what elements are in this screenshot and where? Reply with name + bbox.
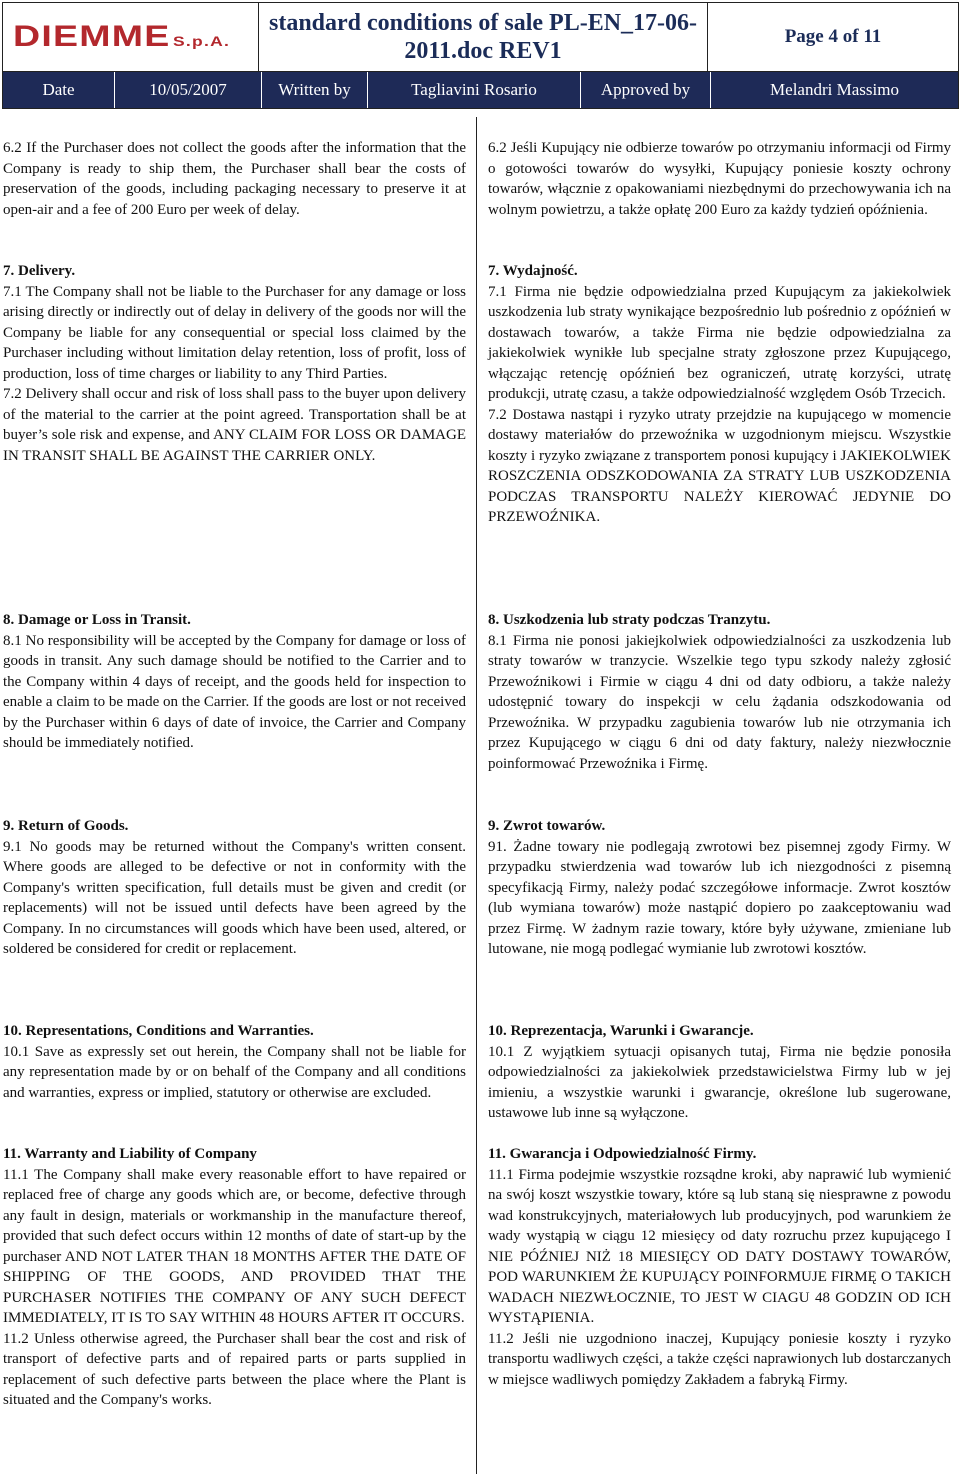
pl-section-9: [488, 816, 951, 960]
pl-section-6-2: [488, 138, 951, 220]
pl-heading-warranty: 11. Gwarancja i Odpowiedzialność Firmy.: [488, 1146, 757, 1162]
logo-text: DIEMME: [13, 20, 171, 53]
approved-by-value: Melandri Massimo: [770, 80, 899, 99]
document-header: [2, 2, 959, 109]
pl-paragraph-10-1: 10.1 Z wyjątkiem sytuacji opisanych tutaj, Firma nie będzie ponosiła odpowiedzialności za jakiekolwiek przedstawicielstwa Firmy lub w jej imieniu, a wszystkie warunki i gwarancje, określone lub sugerowane, ustawowe lub inne są wyłączone.: [488, 1043, 951, 1121]
en-heading-delivery: 7. Delivery.: [3, 263, 76, 279]
en-paragraph-11-2: 11.2 Unless otherwise agreed, the Purchaser shall bear the cost and risk of transport of defective parts and of repaired parts or parts supplied in replacement of such defective parts between the place where the Plant is situated and the Company's works.: [3, 1330, 466, 1408]
pl-paragraph-9-1: 91. Żadne towary nie podlegają zwrotowi bez pisemnej zgody Firmy. W przypadku stwierdzenia wad towarów lub ich niezgodności z pisemną specyfikacją Firmy, należy podać szczegółowe informacje. Zwrot kosztów (lub wymiana towarów) może nastąpić dopiero po zaakceptowaniu wad przez Firmę. W żadnym razie towary, które były używane, zmieniane lub lutowane, nie mogą podlegać wymianie lub zwrotowi kosztów.: [488, 838, 951, 957]
en-section-9: [3, 816, 466, 960]
en-heading-return: 9. Return of Goods.: [3, 818, 129, 834]
pl-paragraph-11-2: 11.2 Jeśli nie uzgodniono inaczej, Kupujący poniesie koszty i ryzyko transportu wadliwych części, a także części naprawionych lub dostarczanych w miejsce wadliwych pomiędzy Zakładem a fabryką Firmy.: [488, 1330, 951, 1388]
pl-paragraph-11-1: 11.1 Firma podejmie wszystkie rozsądne kroki, aby naprawić lub wymienić na swój koszt wszystkie towary, które są lub staną się niesprawne z powodu wad konstrukcyjnych, materiałowych lub producyjnych, pod warunkiem że wady wystąpią w ciągu 12 miesięcy od daty rozruchu przez kupującego I NIE PÓŹNIEJ NIŻ 18 MIESIĘCY OD DATY DOSTAWY TOWARÓW, POD WARUNKIEM ŻE KUPUJĄCY POINFORMUJE FIRMĘ O TAKICH WADACH NIEZWŁOCZNIE, TO JEST W CIAGU 48 GODZIN OD ICH WYSTĄPIENIA.: [488, 1166, 951, 1326]
en-paragraph-10-1: 10.1 Save as expressly set out herein, the Company shall not be liable for any representation made by or on behalf of the Company and all conditions and warranties, express or implied, statutory or otherwise are excluded.: [3, 1043, 466, 1101]
pl-section-11: [488, 1144, 951, 1390]
pl-heading-return: 9. Zwrot towarów.: [488, 818, 606, 834]
date-label: Date: [3, 72, 115, 108]
en-paragraph-9-1: 9.1 No goods may be returned without the Company's written consent. Where goods are alleged to be defective or not in conformity with the Company's written specification, full details must be given and credit (or replacements) will not be issued until defects have been agreed by the Company. In no circumstances will goods which have been used, altered, or soldered be considered for credit or replacement.: [3, 838, 466, 957]
document-title: standard conditions of sale PL-EN_17-06-2011.doc REV1: [259, 3, 708, 71]
company-logo: [3, 3, 259, 71]
en-heading-damage: 8. Damage or Loss in Transit.: [3, 612, 191, 628]
en-section-6-2: [3, 138, 466, 220]
en-paragraph-7-2: 7.2 Delivery shall occur and risk of loss shall pass to the buyer upon delivery of the material to the carrier at the point agreed. Transportation shall be at buyer’s sole risk and expense, and ANY CLAIM FOR LOSS OR DAMAGE IN TRANSIT SHALL BE AGAINST THE CARRIER ONLY.: [3, 386, 466, 464]
en-section-8: [3, 610, 466, 754]
written-by-value: Tagliavini Rosario: [368, 72, 581, 108]
pl-heading-delivery: 7. Wydajność.: [488, 263, 578, 279]
en-heading-representations: 10. Representations, Conditions and Warranties.: [3, 1023, 314, 1039]
date-value: 10/05/2007: [115, 72, 262, 108]
pl-paragraph-8-1: 8.1 Firma nie ponosi jakiejkolwiek odpowiedzialności za uszkodzenia lub straty towarów w tranzycie. Wszelkie tego typu szkody należy zgłosić Przewoźnikowi i Firmie w ciągu 4 dni od daty odbioru, a także należy udostępnić towary do inspekcji w celu żądania odszkodowania od Przewoźnika. W przypadku zagubienia towarów lub nie otrzymania ich przez Kupującego w ciągu 6 dni od daty faktury, należy niezwłocznie poinformować Przewoźnika i Firmę.: [488, 632, 951, 772]
pl-paragraph-7-1: 7.1 Firma nie będzie odpowiedzialna przed Kupującym za jakiekolwiek uszkodzenia lub straty wynikające bezpośrednio lub pośrednio z opóźnień w dostawach towarów, a także Firma nie będzie odpowiedzialna za jakiekolwiek wynikłe lub specjalne straty zgłoszone przez Kupującego, włączając retencję opóźnień bez ograniczeń, utratę korzyści, utratę produkcji, utratę czasu, a także odpowiedzialność względem Osób Trzecich.: [488, 283, 951, 402]
approved-by-label: Approved by: [581, 72, 711, 108]
en-paragraph-8-1: 8.1 No responsibility will be accepted by the Company for damage or loss of goods in transit. Any such damage should be notified to the Carrier and to the Company within 4 days of receipt, and the goods held for inspection to enable a claim to be made on the Carrier. If the goods are lost or not received by the Purchaser within 6 days of date of invoice, the Carrier and Company should be immediately notified.: [3, 632, 466, 751]
en-paragraph-7-1: 7.1 The Company shall not be liable to the Purchaser for any damage or loss arising directly or indirectly out of delay in delivery of the goods nor will the Company be liable for any consequential or special loss claimed by the Purchaser including without limitation delay retention, loss of profit, loss of production, loss of time charges or liability to any Third Parties.: [3, 283, 466, 382]
document-meta-row: [3, 72, 958, 108]
pl-paragraph-7-2: 7.2 Dostawa nastąpi i ryzyko utraty przejdzie na kupującego w momencie dostawy materiałów do przewoźnika w uzgodnionym miejscu. Wszystkie koszty i ryzyko związane z transportem ponosi kupujący i JAKIEKOLWIEK ROSZCZENIA ODSZKODOWANIA ZA STRATY LUB USZKODZENIA PODCZAS TRANSPORTU NALEŻY KIEROWAĆ JEDYNIE DO PRZEWOŹNIKA.: [488, 406, 951, 525]
logo-suffix: S.p.A.: [173, 33, 231, 49]
en-paragraph-6-2: 6.2 If the Purchaser does not collect the goods after the information that the Company is ready to ship them, the Purchaser shall bear the costs of preservation of the goods, including packaging necessary to preserve it at open-air and a fee of 200 Euro per week of delay.: [3, 140, 466, 218]
written-by-label: Written by: [262, 72, 368, 108]
en-section-11: [3, 1144, 466, 1411]
pl-paragraph-6-2: 6.2 Jeśli Kupujący nie odbierze towarów po otrzymaniu informacji od Firmy o gotowości towarów do wysyłki, Kupujący poniesie koszty ochrony towarów, włącznie z opakowaniami niezbędnymi do przechowywania ich na wolnym powietrzu, a także opłatę 200 Euro za każdy tydzień opóźnienia.: [488, 140, 951, 218]
pl-section-7: [488, 261, 951, 528]
pl-heading-damage: 8. Uszkodzenia lub straty podczas Tranzytu.: [488, 612, 771, 628]
pl-heading-representations: 10. Reprezentacja, Warunki i Gwarancje.: [488, 1023, 754, 1039]
column-divider: [476, 117, 477, 1474]
pl-section-10: [488, 1021, 951, 1124]
page-number: Page 4 of 11: [784, 26, 882, 47]
en-section-10: [3, 1021, 466, 1103]
en-section-7: [3, 261, 466, 466]
en-heading-warranty: 11. Warranty and Liability of Company: [3, 1146, 257, 1162]
en-paragraph-11-1: 11.1 The Company shall make every reasonable effort to have repaired or replaced free of charge any goods which are, or become, defective through any fault in design, materials or workmanship in the manufacture thereof, provided that such defect occurs within 12 months of date of start-up by the purchaser AND NOT LATER THAN 18 MONTHS AFTER THE DATE OF SHIPPING OF THE GOODS, AND PROVIDED THAT THE PURCHASER NOTIFIES THE COMPANY OF ANY SUCH DEFECT IMMEDIATELY, IT IS TO SAY WITHIN 48 HOURS AFTER IT OCCURS.: [3, 1166, 466, 1326]
pl-section-8: [488, 610, 951, 774]
